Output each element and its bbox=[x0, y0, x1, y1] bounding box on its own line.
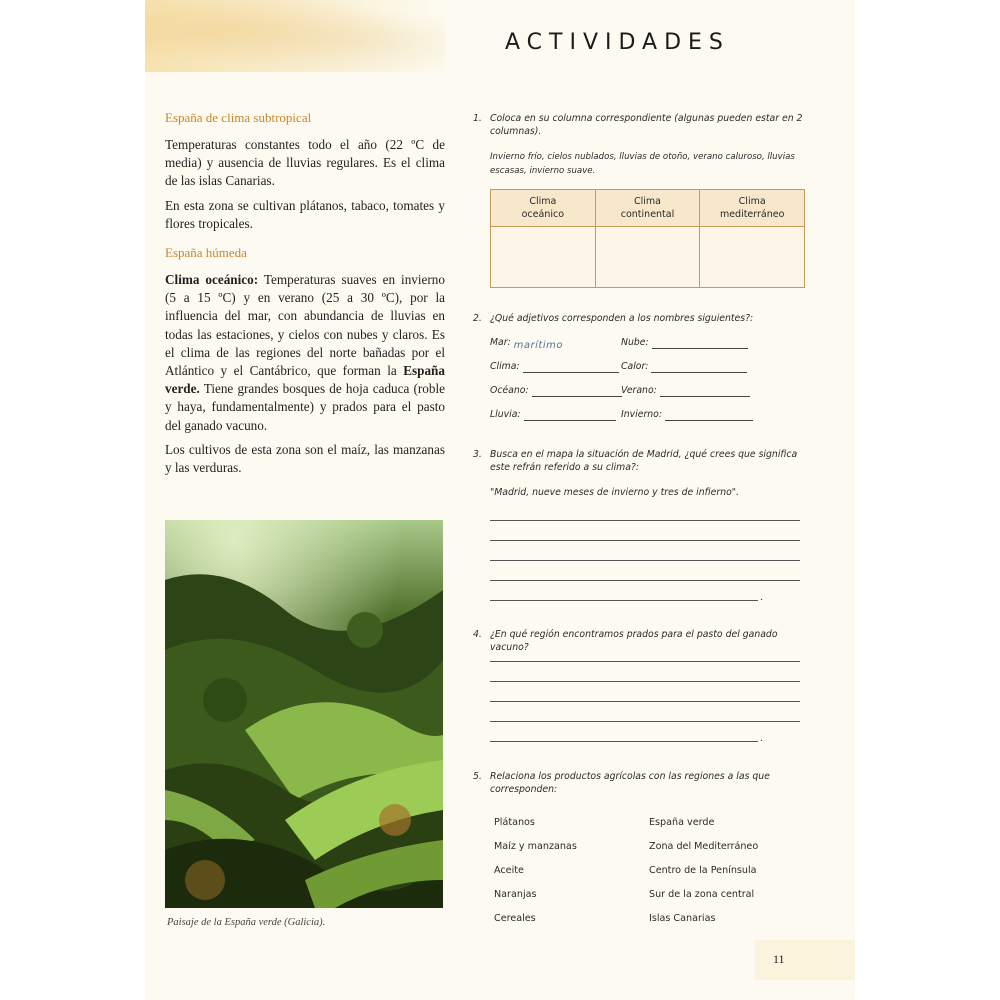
paragraph-text: Tiene grandes bosques de hoja caduca (roble y haya, fundamentalmente) y prados para el pasto del ganado vacuno. bbox=[165, 381, 445, 433]
answer-line[interactable] bbox=[514, 339, 596, 349]
answer-line[interactable] bbox=[660, 386, 750, 397]
column-header-text: Clima continental bbox=[620, 196, 675, 220]
question-3 bbox=[473, 448, 803, 608]
photo-caption: Paisaje de la España verde (Galicia). bbox=[167, 917, 326, 928]
answer-line[interactable] bbox=[523, 362, 619, 373]
paragraph: Los cultivos de esta zona son el maíz, las manzanas y las verduras. bbox=[165, 441, 445, 476]
question-text: Coloca en su columna correspondiente (algunas pueden estar en 2 columnas). bbox=[490, 113, 803, 137]
product-item[interactable]: Cereales bbox=[494, 913, 536, 924]
writing-line[interactable] bbox=[490, 560, 800, 561]
left-column bbox=[165, 110, 445, 483]
decorative-header-band bbox=[145, 0, 445, 72]
region-item[interactable]: Sur de la zona central bbox=[649, 889, 755, 900]
writing-line[interactable] bbox=[490, 681, 800, 682]
noun-label: Mar: bbox=[490, 337, 511, 348]
region-item[interactable]: Zona del Mediterráneo bbox=[649, 841, 759, 852]
column-header-oceanico bbox=[491, 190, 596, 226]
column-header-text: Clima mediterráneo bbox=[719, 196, 785, 220]
question-number: 4. bbox=[473, 629, 482, 640]
noun-label: Verano: bbox=[621, 385, 657, 396]
section-title-humeda: España húmeda bbox=[165, 245, 247, 261]
page-number-box bbox=[755, 940, 855, 980]
answer-line[interactable] bbox=[665, 410, 753, 421]
page-number: 11 bbox=[773, 952, 785, 966]
textbook-page bbox=[145, 0, 855, 1000]
writing-line[interactable] bbox=[490, 721, 800, 722]
paragraph: En esta zona se cultivan plátanos, tabaco, tomates y flores tropicales. bbox=[165, 197, 445, 231]
question-number: 3. bbox=[473, 449, 482, 460]
writing-line[interactable] bbox=[490, 661, 800, 662]
handwritten-answer: marítimo bbox=[513, 340, 563, 351]
term-clima-oceanico: Clima oceánico: bbox=[165, 272, 259, 288]
region-item[interactable]: España verde bbox=[649, 817, 715, 828]
adjective-row bbox=[490, 384, 622, 397]
adjective-row bbox=[621, 384, 750, 397]
classification-table bbox=[490, 189, 805, 288]
question-1 bbox=[473, 112, 803, 302]
question-text: Relaciona los productos agrícolas con las regiones a las que corresponden: bbox=[490, 771, 770, 795]
column-header-mediterraneo bbox=[700, 190, 804, 226]
writing-line[interactable] bbox=[490, 540, 800, 541]
region-item[interactable]: Centro de la Península bbox=[649, 865, 757, 876]
answer-line[interactable] bbox=[532, 386, 622, 397]
adjective-row bbox=[490, 408, 616, 421]
proverb-quote: "Madrid, nueve meses de invierno y tres de infierno". bbox=[490, 487, 740, 498]
region-item[interactable]: Islas Canarias bbox=[649, 913, 716, 924]
sentence-period: . bbox=[760, 592, 764, 603]
question-5 bbox=[473, 770, 803, 940]
adjective-row bbox=[621, 360, 747, 373]
paragraph-text: Temperaturas suaves en invierno (5 a 15 ºC) y en verano (25 a 30 ºC), por la influencia del mar, con abundancia de lluvias en todas las estaciones, y cielos con nubes y claros. Es el clima de las regiones del norte bañadas por el Atlántico y el Cantábrico, que forman la bbox=[165, 272, 445, 379]
adjective-row bbox=[621, 408, 753, 421]
noun-label: Clima: bbox=[490, 361, 520, 372]
question-number: 1. bbox=[473, 113, 482, 124]
adjective-row bbox=[621, 336, 748, 349]
answer-line[interactable] bbox=[651, 362, 747, 373]
answer-cell-mediterraneo[interactable] bbox=[700, 227, 804, 287]
writing-line[interactable] bbox=[490, 701, 800, 702]
word-list: Invierno frío, cielos nublados, lluvias de otoño, verano caluroso, lluvias escasas, invierno suave. bbox=[490, 152, 795, 176]
page-title: ACTIVIDADES bbox=[505, 30, 730, 55]
question-text: ¿En qué región encontramos prados para el pasto del ganado vacuno? bbox=[490, 629, 778, 653]
noun-label: Océano: bbox=[490, 385, 529, 396]
question-2 bbox=[473, 312, 803, 432]
question-number: 2. bbox=[473, 313, 482, 324]
question-text: Busca en el mapa la situación de Madrid, ¿qué crees que significa este refrán referido a su clima?: bbox=[490, 449, 798, 473]
answer-cell-oceanico[interactable] bbox=[491, 227, 596, 287]
product-item[interactable]: Aceite bbox=[494, 865, 524, 876]
product-item[interactable]: Maíz y manzanas bbox=[494, 841, 577, 852]
section-title-subtropical: España de clima subtropical bbox=[165, 110, 312, 125]
question-4 bbox=[473, 628, 803, 748]
answer-cell-continental[interactable] bbox=[596, 227, 701, 287]
product-item[interactable]: Naranjas bbox=[494, 889, 537, 900]
noun-label: Calor: bbox=[621, 361, 649, 372]
noun-label: Nube: bbox=[621, 337, 649, 348]
question-number: 5. bbox=[473, 771, 482, 782]
column-header-text: Clima oceánico bbox=[521, 196, 565, 220]
question-text: ¿Qué adjetivos corresponden a los nombres siguientes?: bbox=[490, 313, 754, 324]
sentence-period: . bbox=[760, 733, 764, 744]
term-espana-verde: España verde. bbox=[165, 363, 445, 397]
answer-line[interactable] bbox=[652, 338, 748, 349]
paragraph: Temperaturas constantes todo el año (22 ºC de media) y ausencia de lluvias regulares. Es el clima de las islas Canarias. bbox=[165, 137, 445, 189]
noun-label: Lluvia: bbox=[490, 409, 521, 420]
noun-label: Invierno: bbox=[621, 409, 662, 420]
adjective-row bbox=[490, 336, 596, 349]
landscape-photo bbox=[165, 520, 443, 908]
paragraph-oceanic bbox=[165, 271, 445, 435]
column-header-continental bbox=[596, 190, 701, 226]
writing-line[interactable] bbox=[490, 520, 800, 521]
writing-line[interactable] bbox=[490, 580, 800, 581]
adjective-row bbox=[490, 360, 619, 373]
writing-line[interactable] bbox=[490, 741, 758, 742]
answer-line[interactable] bbox=[524, 410, 616, 421]
writing-line[interactable] bbox=[490, 600, 758, 601]
product-item[interactable]: Plátanos bbox=[494, 817, 535, 828]
